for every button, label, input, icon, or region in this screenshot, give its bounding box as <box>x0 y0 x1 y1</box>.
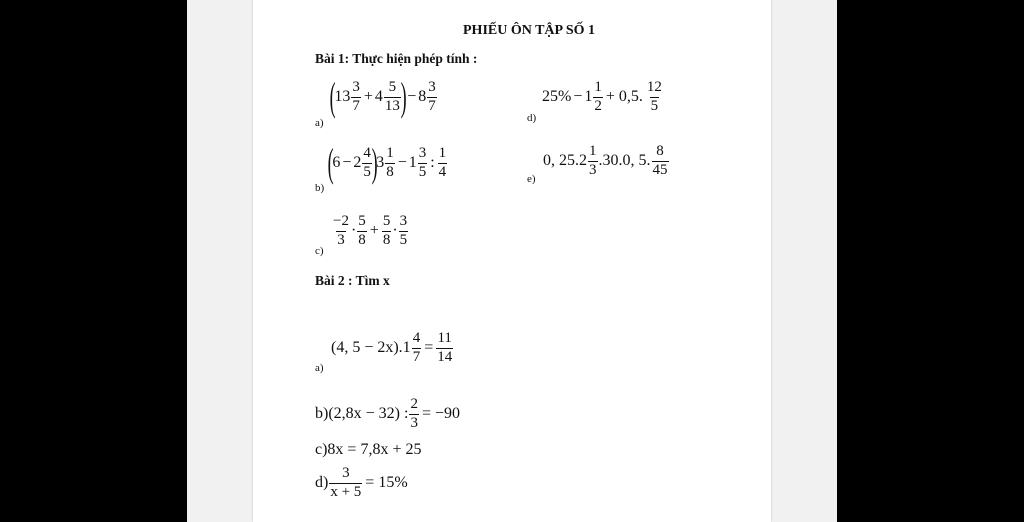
label-2a: a) <box>315 362 324 374</box>
expression-1a: ( 13 $\frac{3}{7}$ + 4 $\frac{5}{13}$ ) − 8 $\frac{3}{7}$ <box>329 74 436 120</box>
equation-2d: d) $\frac{3}{x + 5}$ = 15% <box>315 465 408 500</box>
section-heading-bai2: Bài 2 : Tìm x <box>315 273 390 288</box>
expression-1c: $\frac{-2}{3}$ · $\frac{5}{8}$ + $\frac{5}{8}$ · $\frac{3}{5}$ <box>333 213 408 248</box>
label-1a: a) <box>315 117 324 129</box>
section-heading-bai1: Bài 1: Thực hiện phép tính : <box>315 51 478 66</box>
expression-1d: 25% − 1 $\frac{1}{2}$ + 0,5. $\frac{12}{5}$ <box>542 79 662 114</box>
equation-2b: b)(2,8x − 32) : $\frac{2}{3}$ = −90 <box>315 396 460 431</box>
equation-2a: (4, 5 − 2x).1 $\frac{4}{7}$ = $\frac{11}{14}$ <box>331 330 453 365</box>
expression-1b: ( 6 − 2 $\frac{4}{5}$ ) 3 $\frac{1}{8}$ − 1 $\frac{3}{5}$ : $\frac{1}{4}$ <box>327 140 447 186</box>
document-page <box>253 0 771 522</box>
equation-2c: c)8x = 7,8x + 25 <box>315 441 422 458</box>
label-1d: d) <box>527 112 537 124</box>
expression-1e: 0, 25.2 $\frac{1}{3}$ .30.0, 5. $\frac{8}{45}$ <box>543 143 668 178</box>
label-1b: b) <box>315 182 325 194</box>
label-1e: e) <box>527 173 536 185</box>
label-1c: c) <box>315 245 324 257</box>
page-title: PHIẾU ÔN TẬP SỐ 1 <box>463 23 595 38</box>
